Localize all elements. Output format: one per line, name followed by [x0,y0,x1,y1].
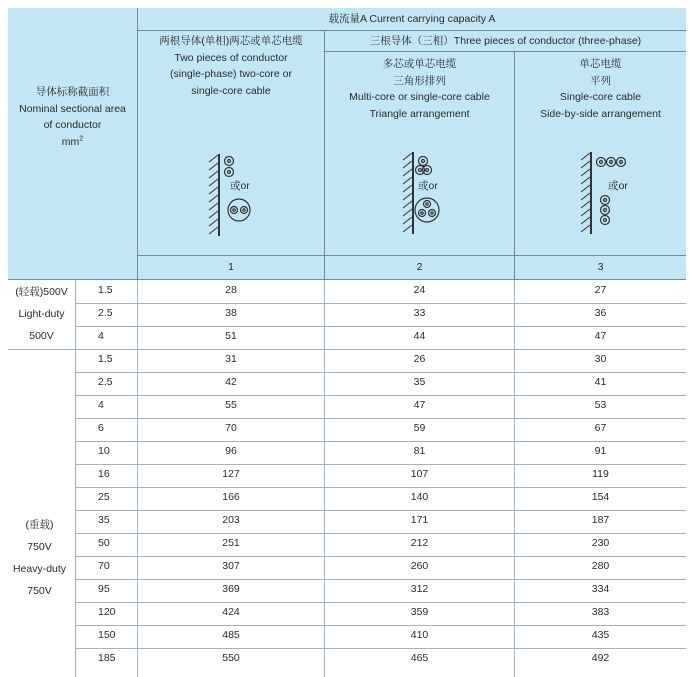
col3-cn2: 平列 [590,74,611,87]
cell-capacity-c3: 383 [591,606,610,618]
cell-capacity-c3: 67 [594,422,607,434]
cell-capacity-c2: 359 [410,606,429,618]
cell-capacity-c1: 203 [222,514,240,526]
cell-sectional-area: 16 [98,468,110,480]
cell-capacity-c3: 30 [594,353,607,365]
cell-sectional-area: 50 [98,537,110,549]
cell-sectional-area: 6 [98,422,104,434]
cell-capacity-c1: 38 [225,307,237,319]
cell-capacity-c3: 334 [591,583,610,595]
cell-capacity-c3: 41 [594,376,607,388]
cell-capacity-c2: 410 [410,629,429,641]
col3-cn1: 单芯电缆 [579,58,622,70]
cell-sectional-area: 4 [98,330,104,342]
cell-sectional-area: 95 [98,583,110,595]
col1-en2: (single-phase) two-core or [170,68,292,80]
col1-en1: Two pieces of conductor [174,51,288,64]
col3-en1: Single-core cable [559,91,642,103]
cell-sectional-area: 25 [98,491,110,503]
sectional-area-en2: of conductor [43,119,102,131]
cell-capacity-c1: 31 [225,353,237,365]
cell-capacity-c2: 81 [413,445,426,457]
cell-capacity-c1: 51 [225,330,237,342]
cell-sectional-area: 1.5 [98,284,113,296]
cell-sectional-area: 185 [98,652,116,664]
col2-or-label: 或or [418,180,438,192]
cell-capacity-c3: 492 [591,652,610,664]
cell-capacity-c1: 369 [222,583,240,595]
cell-capacity-c2: 140 [410,491,429,503]
cell-sectional-area: 2.5 [98,307,113,319]
heavy-duty-line2: 750V [27,541,52,553]
cell-capacity-c2: 47 [413,399,426,411]
cell-capacity-c1: 251 [222,537,240,549]
cell-capacity-c1: 424 [222,606,240,618]
cell-capacity-c2: 312 [410,583,429,595]
cell-capacity-c1: 70 [225,422,237,434]
cell-capacity-c3: 91 [594,445,607,457]
cell-capacity-c1: 550 [222,652,240,664]
light-duty-group-label [8,281,75,347]
cell-capacity-c3: 187 [591,514,610,526]
cell-capacity-c1: 28 [225,284,237,296]
col3-header [515,56,686,122]
cell-sectional-area: 120 [98,606,116,618]
col3-number: 3 [597,261,604,273]
col1-arrangement-diagram-icon [205,150,275,240]
cell-sectional-area: 4 [98,399,104,411]
light-duty-line2: Light-duty [18,308,65,320]
cell-capacity-c3: 280 [591,560,610,572]
col2-number: 2 [416,261,423,273]
sectional-area-header [8,84,137,150]
cell-capacity-c3: 27 [594,284,607,296]
heavy-duty-line3: Heavy-duty [12,563,67,575]
cell-capacity-c2: 212 [410,537,429,549]
sectional-area-en1: Nominal sectional area [19,102,126,115]
cell-capacity-c2: 59 [413,422,426,434]
cell-capacity-c3: 47 [594,330,607,342]
cell-capacity-c3: 154 [591,491,610,503]
col3-or-label: 或or [608,180,628,192]
cell-capacity-c2: 465 [410,652,429,664]
cell-capacity-c2: 44 [413,330,426,342]
cell-capacity-c3: 53 [594,399,607,411]
light-duty-line3: 500V [29,330,54,342]
cell-capacity-c1: 42 [225,376,237,388]
cell-sectional-area: 70 [98,560,110,572]
cell-sectional-area: 35 [98,514,110,526]
cell-capacity-c3: 36 [594,307,607,319]
cell-capacity-c2: 24 [413,284,426,296]
sectional-area-cn: 导体标称截面积 [35,86,110,98]
heavy-duty-line4: 750V [27,585,52,597]
cell-capacity-c2: 33 [413,307,426,319]
col2-header [325,56,514,122]
cell-capacity-c1: 127 [222,468,240,480]
heavy-duty-group-label [4,514,75,602]
cell-capacity-c2: 107 [410,468,429,480]
cell-capacity-c1: 55 [225,399,237,411]
col3-en2: Side-by-side arrangement [540,107,661,120]
col2-en1: Multi-core or single-core cable [349,91,490,103]
cell-capacity-c1: 485 [222,629,240,641]
col1-header [138,33,324,99]
cell-capacity-c2: 171 [410,514,429,526]
sectional-area-unit: $mm^2$ [61,135,84,148]
cell-capacity-c2: 26 [413,353,426,365]
col2-cn2: 三角形排列 [393,74,446,87]
cell-sectional-area: 150 [98,629,116,641]
cell-sectional-area: 2.5 [98,376,113,388]
col2-en2: Triangle arrangement [369,107,470,120]
col1-cn: 两根导体(单相)两芯或单芯电缆 [159,35,303,47]
heavy-duty-line1: (重载) [25,519,54,531]
col2-cn1: 多芯或单芯电缆 [382,58,457,70]
capacity-title: 载流量A Current carrying capacity A [328,13,496,25]
cell-capacity-c1: 96 [225,445,237,457]
cell-capacity-c3: 230 [591,537,610,549]
cell-sectional-area: 10 [98,445,110,457]
col1-number: 1 [228,261,234,273]
col1-en3: single-core cable [191,84,271,97]
cell-capacity-c3: 435 [591,629,610,641]
group23-header: 三根导体（三相）Three pieces of conductor (three-phase) [369,35,642,47]
light-duty-line1: (轻载)500V [15,286,68,298]
cell-sectional-area: 1.5 [98,353,113,365]
cell-capacity-c2: 260 [410,560,429,572]
cell-capacity-c2: 35 [413,376,426,388]
cell-capacity-c1: 307 [222,560,240,572]
col1-or-label: 或or [230,180,250,192]
cell-capacity-c1: 166 [222,491,240,503]
cell-capacity-c3: 119 [592,468,609,480]
